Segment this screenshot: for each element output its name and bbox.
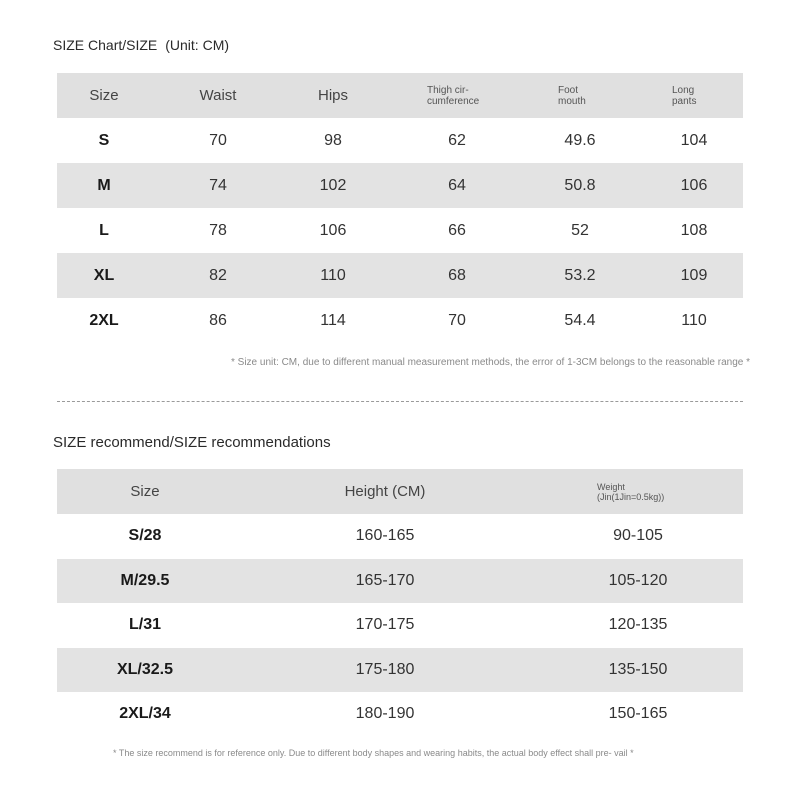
table-row [57,253,743,298]
table-row [57,648,743,693]
column-header: Weight (Jin(1Jin=0.5kg)) [597,481,665,502]
size-cell: XL [93,266,115,284]
value-cell: 114 [320,311,346,329]
value-cell: 74 [209,176,227,194]
value-cell: 52 [571,221,589,239]
column-header: Foot mouth [558,84,586,107]
table-header-row [57,469,743,514]
value-cell: 106 [319,221,347,239]
size-cell: L [99,221,109,239]
value-cell: 108 [680,221,708,239]
table-row [57,208,743,253]
size-cell: M/29.5 [120,571,170,589]
column-header: Height (CM) [344,483,426,500]
value-cell: 180-190 [355,705,415,723]
value-cell: 106 [680,176,708,194]
size-cell: M [97,176,111,194]
value-cell: 135-150 [608,660,668,678]
value-cell: 165-170 [355,571,415,589]
table-row [57,603,743,648]
value-cell: 110 [681,311,707,329]
size-chart-title-text: SIZE Chart/SIZE [53,37,158,53]
value-cell: 170-175 [355,616,415,634]
value-cell: 98 [324,131,342,149]
column-header: Size [130,483,160,500]
value-cell: 68 [448,266,466,284]
size-cell: 2XL [89,311,119,329]
value-cell: 70 [448,311,466,329]
size-cell: S/28 [128,527,162,545]
value-cell: 53.2 [564,266,596,284]
value-cell: 175-180 [355,660,415,678]
table-row [57,692,743,737]
size-chart-unit: (Unit: CM) [165,37,230,53]
value-cell: 78 [209,221,227,239]
table-header-row [57,73,743,118]
size-chart-note: * Size unit: CM, due to different manual measurement methods, the error of 1-3CM belongs to the reasonable range * [231,357,750,368]
value-cell: 150-165 [608,705,668,723]
table-row [57,559,743,604]
value-cell: 104 [680,131,708,149]
size-cell: XL/32.5 [116,660,174,678]
size-recommend-table [57,469,743,737]
size-cell: 2XL/34 [119,705,171,723]
table-row [57,298,743,343]
value-cell: 105-120 [608,571,668,589]
value-cell: 90-105 [613,527,663,545]
value-cell: 54.4 [564,311,596,329]
column-header: Waist [199,87,237,104]
size-chart-table [57,73,743,343]
value-cell: 120-135 [608,616,668,634]
section-divider [57,401,743,402]
value-cell: 110 [320,266,346,284]
value-cell: 86 [209,311,227,329]
table-row [57,118,743,163]
column-header: Thigh cir- cumference [427,84,480,107]
value-cell: 49.6 [564,131,596,149]
value-cell: 82 [209,266,227,284]
value-cell: 109 [680,266,708,284]
value-cell: 66 [448,221,466,239]
column-header: Size [89,87,119,104]
size-cell: S [98,131,110,149]
size-recommend-title: SIZE recommend/SIZE recommendations [53,434,331,451]
size-cell: L/31 [128,616,161,634]
column-header: Hips [317,87,348,104]
table-row [57,163,743,208]
value-cell: 160-165 [355,527,415,545]
value-cell: 64 [448,176,466,194]
value-cell: 70 [209,131,227,149]
table-row [57,514,743,559]
size-recommend-note: * The size recommend is for reference only. Due to different body shapes and wearing habits, the actual body effect shall pre- vail * [113,748,634,758]
size-chart-title [53,37,229,53]
column-header: Long pants [672,84,697,107]
value-cell: 50.8 [564,176,596,194]
value-cell: 102 [319,176,347,194]
value-cell: 62 [448,131,466,149]
